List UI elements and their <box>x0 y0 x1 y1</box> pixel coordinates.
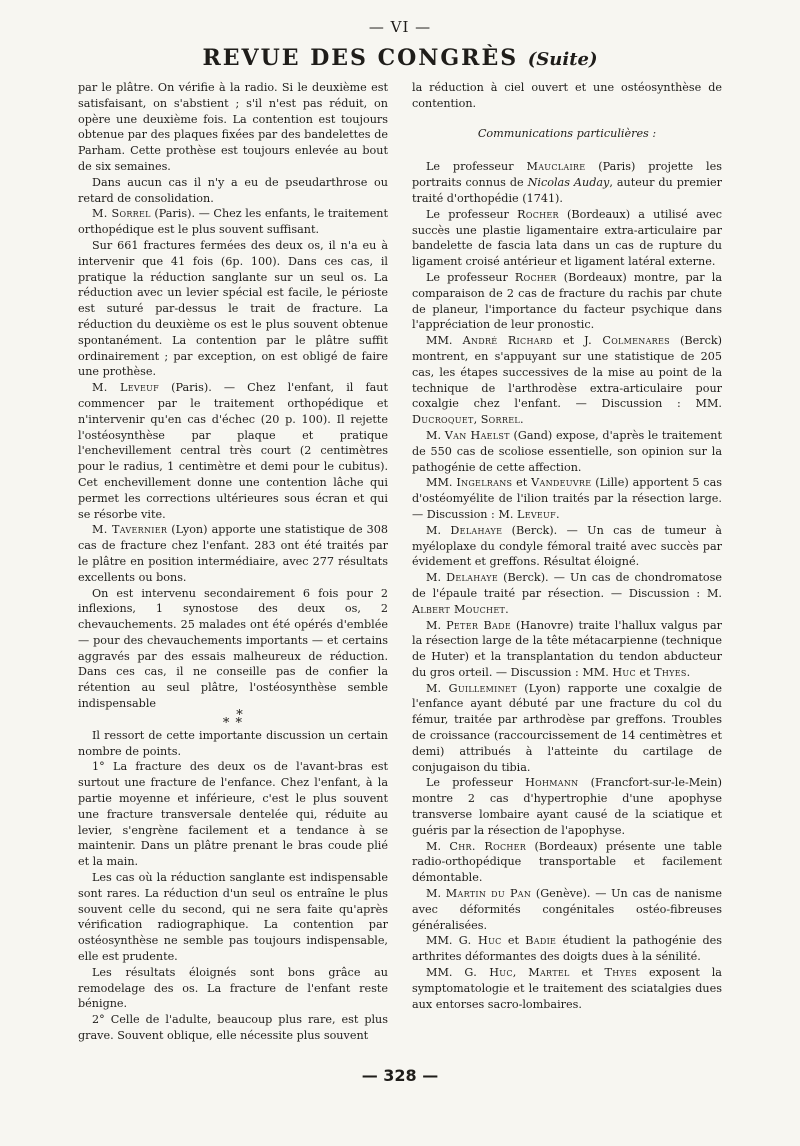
text: , <box>473 413 481 427</box>
author-name: M. Leveuf <box>92 381 160 395</box>
communication <box>412 570 722 617</box>
author-name: Chr. Rocher <box>449 839 527 853</box>
paragraph <box>78 206 388 238</box>
text: (Berck). — Un cas de tumeur à myéloplaxe du condyle fémoral traité avec succès par évidement et greffons. Résultat éloigné. <box>412 523 722 569</box>
paragraph: la réduction à ciel ouvert et une ostéosynthèse de contention. <box>412 81 722 110</box>
paragraph-text: (Paris). — Chez l'enfant, il faut commencer par le traitement orthopédique et n'intervenir qu'en cas d'échec (20 p. 100). Il rejette l'ostéosynthèse par plaque et pratique l'enchevillement central très court (2 centimètres pour le radius, 1 centimètre et demi pour le cubitus). Cet enchevillement donne une contention lâche qui permet les corrections ultérieures sous écran et qui se résorbe vite. <box>78 381 389 521</box>
text: (Genève). — Un cas de nanisme avec déformités congénitales ostéo-fibreuses généralisées. <box>412 887 722 932</box>
text: Le professeur <box>426 207 518 221</box>
author-name: Ingelrans <box>456 476 513 490</box>
communication <box>412 475 722 522</box>
section-separator: * * * <box>222 707 244 731</box>
page-number: — 328 — <box>361 1066 439 1085</box>
author-name: M. Sorrel <box>92 207 151 221</box>
paragraph: 1° La fracture des deux os de l'avant-bras est surtout une fracture de l'enfance. Chez l'enfant, à la partie moyenne et inférieure, c'est le plus souvent une fracture transversale dentelée qui, réduite au levier, s'engrène facilement et a tendance à se maintenir. Dans un plâtre prenant le bras coude plié et la main. <box>78 760 388 869</box>
communication <box>412 270 722 333</box>
text: Le professeur <box>426 776 526 790</box>
author-name: Thyes <box>604 966 638 980</box>
paragraph-text: (Lyon) apporte une statistique de 308 cas de fracture chez l'enfant. 283 ont été traités par le plâtre en position intermédiaire, avec 277 résultats excellents ou bons. <box>78 523 388 584</box>
text: étudient la pathogénie des arthrites déformantes des doigts dues à la sénilité. <box>412 934 722 964</box>
header-subtitle: (Suite) <box>527 49 598 70</box>
paragraph: Les résultats éloignés sont bons grâce au remodelage des os. La fracture de l'enfant reste bénigne. <box>78 965 388 1011</box>
text: et <box>552 334 585 348</box>
author-name: J. Colmenares <box>584 334 670 348</box>
author-name: Delahaye <box>450 523 503 537</box>
paragraph: On est intervenu secondairement 6 fois pour 2 inflexions, 1 synostose des deux os, 2 chevauchements. 25 malades ont été opérés d'emblée — pour des chevauchements importants — et certains aggravés par des essais malheureux de réduction. Dans ces cas, il ne conseille pas de confier la rétention au seul plâtre, l'ostéosynthèse semble indispensable <box>78 586 388 711</box>
communication <box>412 681 722 776</box>
author-name: Delahaye <box>446 571 498 585</box>
page-header <box>0 45 800 71</box>
cited-name: Nicolas Auday <box>527 176 610 190</box>
text: (Paris) projette les portraits connus de <box>412 160 722 190</box>
author-name: Albert Mouchet <box>412 602 506 616</box>
right-column <box>412 80 722 1012</box>
section-heading: Communications particulières : <box>477 126 657 140</box>
text: (Lille) apportent 5 cas d'ostéomyélite de l'ilion traités par la résection large. — Discussion : M. <box>412 476 722 521</box>
text: et <box>512 476 532 490</box>
text: Le professeur <box>426 160 527 174</box>
text: MM. <box>426 476 457 490</box>
text: et <box>635 665 655 679</box>
author-name: André Richard <box>462 334 553 348</box>
text: MM. <box>426 934 459 948</box>
paragraph: Les cas où la réduction sanglante est indispensable sont rares. La réduction d'un seul os entraîne le plus souvent celle du second, qui ne sera faite qu'après vérification radiographique. La contention par ostéosynthèse ne semble pas toujours indispensable, elle est prudente. <box>78 871 388 964</box>
author-name: Mauclaire <box>526 160 586 174</box>
text: , <box>512 966 529 980</box>
author-name: Badie <box>525 934 557 948</box>
communication <box>412 775 722 838</box>
paragraph: Il ressort de cette importante discussion un certain nombre de points. <box>78 728 388 758</box>
communication <box>412 207 722 270</box>
text: , auteur du premier traité d'orthopédie (1741). <box>412 176 723 205</box>
paragraph: par le plâtre. On vérifie à la radio. Si le deuxième est satisfaisant, on s'abstient ; s'il n'est pas réduit, on opère une deuxième fois. La contention est toujours obtenue par des plaques fixées par des bandelettes de Parham. Cette prothèse est toujours enlevée au bout de six semaines. <box>78 81 388 173</box>
text: M. <box>426 618 447 632</box>
author-name: Ducroquet <box>412 413 474 427</box>
communication <box>412 839 722 886</box>
text: (Hanovre) traite l'hallux valgus par la résection large de la tête métacarpienne (technique de Huter) et la transplantation du tendon abducteur du gros orteil. — Discussion : MM. <box>412 618 722 679</box>
paragraph: Dans aucun cas il n'y a eu de pseudarthrose ou retard de consolidation. <box>78 175 388 205</box>
text: M. <box>426 887 446 901</box>
text: M. <box>426 681 449 695</box>
text: MM. <box>426 966 465 980</box>
paragraph: Sur 661 fractures fermées des deux os, il n'a eu à intervenir que 41 fois (6p. 100). Dans ces cas, il pratique la réduction sanglante sur un seul os. La réduction avec un levier spécial est facile, le périoste est suturé par-dessus le trait de fracture. La réduction du deuxième os est le plus souvent obtenue spontanément. La contention par le plâtre suffit ordinairement ; par exception, on est obligé de faire une prothèse. <box>78 238 388 379</box>
author-name: M. Tavernier <box>92 523 168 537</box>
author-name: Huc <box>612 665 636 679</box>
text: (Berck) montrent, en s'appuyant sur une statistique de 205 cas, les étapes successives de la mise au point de la technique de l'arthrodèse extra-articulaire pour coxalgie chez l'enfant. — Discussion : MM. <box>412 334 723 411</box>
text: M. <box>426 571 447 585</box>
text: M. <box>426 428 445 442</box>
author-name: Sorrel <box>480 413 520 427</box>
communication <box>412 933 722 965</box>
text: . <box>686 665 691 679</box>
author-name: Martin du Pan <box>445 887 532 901</box>
header-title: REVUE DES CONGRÈS <box>202 45 519 71</box>
text: (Lyon) rapporte une coxalgie de l'enfance ayant débuté par une fracture du col du fémur, traitée par arthrodèse par greffons. Troubles de croissance (raccourcissement de 14 centimètres et demi) attribués à l'atteinte du cartilage de conjugaison du tibia. <box>412 681 722 774</box>
communication <box>412 159 722 206</box>
communication <box>412 886 722 933</box>
paragraph <box>78 522 388 585</box>
author-name: G. Huc <box>458 934 502 948</box>
text: . <box>505 602 509 616</box>
text: (Gand) expose, d'après le traitement de 550 cas de scoliose essentielle, son opinion sur la pathogénie de cette affection. <box>412 428 722 474</box>
author-name: Martel <box>528 966 570 980</box>
communication <box>412 965 722 1012</box>
text: . <box>519 413 524 427</box>
author-name: G. Huc <box>464 966 513 980</box>
text: MM. <box>426 334 463 348</box>
author-name: Vandeuvre <box>531 476 592 490</box>
text: M. <box>426 839 450 853</box>
author-name: Peter Bade <box>446 618 511 632</box>
author-name: Leveuf <box>516 507 556 521</box>
author-name: Thyes <box>654 665 687 679</box>
author-name: Rocher <box>514 270 557 284</box>
author-name: Rocher <box>517 207 559 221</box>
roman-page-number: — VI — <box>368 18 432 36</box>
text: (Francfort-sur-le-Mein) montre 2 cas d'hypertrophie d'une apophyse transverse lombaire ayant causé de la sciatique et guéris par la résection de l'apophyse. <box>412 776 723 837</box>
text: (Bordeaux) présente une table radio-orthopédique transportable et facilement démontable. <box>412 839 722 885</box>
communication <box>412 333 722 428</box>
text: et <box>569 966 605 980</box>
communication <box>412 618 722 681</box>
paragraph: 2° Celle de l'adulte, beaucoup plus rare, est plus grave. Souvent oblique, elle nécessite plus souvent <box>78 1013 388 1043</box>
text: . <box>555 507 560 521</box>
author-name: Guilleminet <box>448 681 517 695</box>
communication <box>412 523 722 570</box>
text: exposent la symptomatologie et le traitement des sciatalgies dues aux entorses sacro-lombaires. <box>412 966 722 1011</box>
author-name: Van Haelst <box>444 428 510 442</box>
text: (Berck). — Un cas de chondromatose de l'épaule traité par résection. — Discussion : M. <box>412 571 722 600</box>
text: (Bordeaux) montre, par la comparaison de 2 cas de fracture du rachis par chute de planeur, l'importance du facteur psychique dans l'appréciation de leur pronostic. <box>412 270 722 332</box>
author-name: Hohmann <box>525 776 579 790</box>
left-column <box>78 80 388 1044</box>
text: (Bordeaux) a utilisé avec succès une plastie ligamentaire extra-articulaire par bandelette de fascia lata dans un cas de rupture du ligament croisé antérieur et ligament latéral externe. <box>412 207 722 269</box>
paragraph <box>78 380 388 522</box>
text: Le professeur <box>426 270 515 284</box>
paragraph-text: (Paris). — Chez les enfants, le traitement orthopédique est le plus souvent suffisant. <box>78 207 388 237</box>
communication <box>412 428 722 475</box>
text: M. <box>426 523 451 537</box>
text: et <box>501 934 526 948</box>
